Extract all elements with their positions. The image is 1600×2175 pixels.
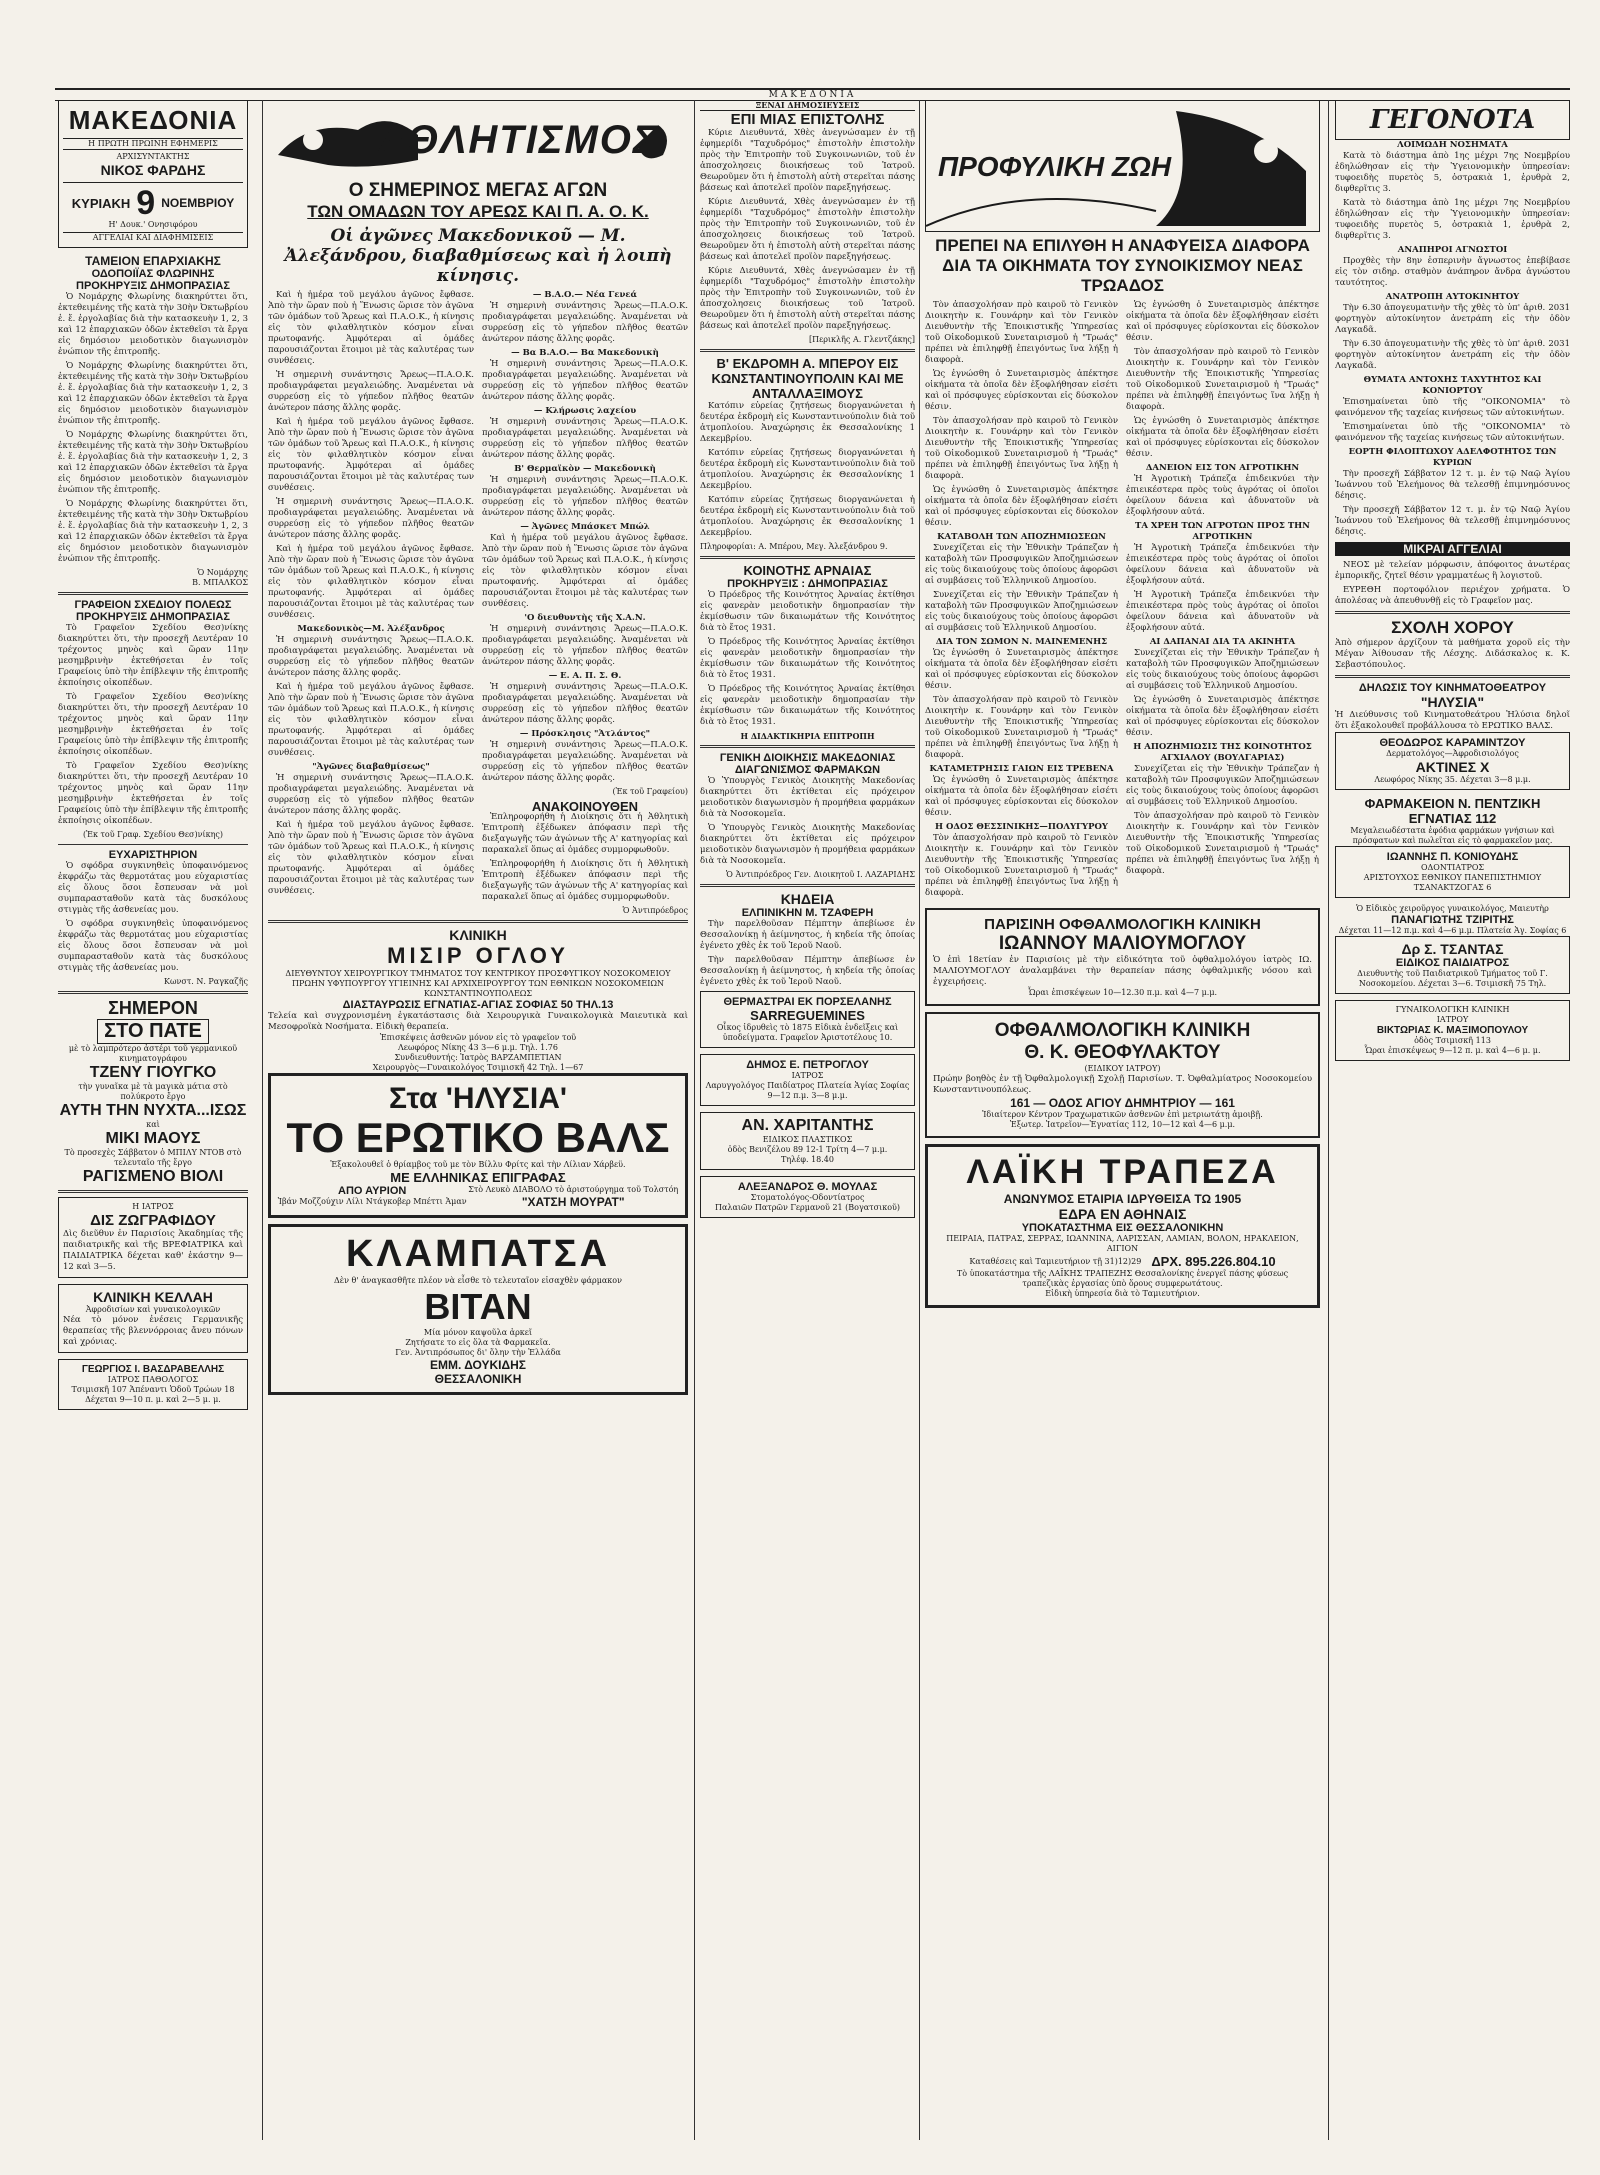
doctor2-name: ΓΕΩΡΓΙΟΣ Ι. ΒΑΣΔΡΑΒΕΛΛΗΣ [81, 1364, 225, 1375]
sports-subhead: Μακεδονικὸς—Μ. Ἀλέξανδρος [297, 624, 445, 634]
derm-name: ΘΕΟΔΩΡΟΣ ΚΑΡΑΜΙΝΤΖΟΥ [1379, 737, 1526, 749]
column-rule [694, 100, 695, 2140]
clinic-title: ΚΛΙΝΙΚΗ [449, 927, 507, 943]
sports-subhead: — Ε. Α. Π. Σ. Θ. [548, 671, 622, 681]
clinic-line3: ΔΙΑΣΤΑΥΡΩΣΙΣ ΕΓΝΑΤΙΑΣ-ΑΓΙΑΣ ΣΟΦΙΑΣ 50 ΤΗΛ.13 [342, 999, 614, 1011]
gov-body: Ὁ Ὑπουργὸς Γενικὸς Διοικητὴς Μακεδονίας διακηρύττει ὅτι ἐκτίθεται εἰς πρόχειρον μειοδοτικὸν διαγωνισμὸν ἡ προμήθεια φαρμάκων διὰ τὰ Νοσοκομεῖα. Ὁ Ὑπουργὸς Γενικὸς Διοικητὴς Μακεδονίας διακηρύττει ὅτι ἐκτίθεται εἰς πρόχειρον μειοδοτικὸν διαγωνισμὸν ἡ προμήθεια φαρμάκων διὰ τὰ Νοσοκομεῖα. [700, 776, 915, 866]
cinema-film: ΤΟ ΕΡΩΤΙΚΟ ΒΑΛΣ [286, 1114, 670, 1161]
dentist-title: ΔΗΜΟΣ Ε. ΠΕΤΡΟΓΛΟΥ [746, 1059, 869, 1071]
funeral-title: ΚΗΔΕΙΑ [780, 891, 835, 907]
gov-head: ΔΙΑΓΩΝΙΣΜΟΣ ΦΑΡΜΑΚΩΝ [734, 764, 881, 776]
sports-subhead: — Κλήρωσις λαχείου [533, 406, 637, 416]
dentist-addr: ΤΣΑΝΑΚΤΖΟΓΑΣ 6 [1413, 883, 1492, 892]
small-ads-title: ΜΙΚΡΑΙ ΑΓΓΕΛΙΑΙ [1335, 542, 1570, 556]
event-heading: ΑΝΑΠΗΡΟΙ ΑΓΝΩΣΤΟΙ [1397, 245, 1508, 255]
notice-body: Ὁ Νομάρχης Φλωρίνης διακηρύττει ὅτι, ἐκτεθειμένης τῆς κατὰ τὴν 30ὴν Ὀκτωβρίου ἐ. ἔ. ἐργολαβίας διὰ τὴν κατασκευὴν 1, 2, 3 καὶ 12 ἐπαρχιακῶν ὁδῶν ἐκτεθεῖσι τὰ ἔργα εἰς δημόσιον μειοδοτικὸν διαγωνισμὸν ἐνώπιον τῆς ἐπιτροπῆς. Ὁ Νομάρχης Φλωρίνης διακηρύττει ὅτι, ἐκτεθειμένης τῆς κατὰ τὴν 30ὴν Ὀκτωβρίου ἐ. ἔ. ἐργολαβίας διὰ τὴν κατασκευὴν 1, 2, 3 καὶ 12 ἐπαρχιακῶν ὁδῶν ἐκτεθεῖσι τὰ ἔργα εἰς δημόσιον μειοδοτικὸν διαγωνισμὸν ἐνώπιον τῆς ἐπιτροπῆς. Ὁ Νομάρχης Φλωρίνης διακηρύττει ὅτι, ἐκτεθειμένης τῆς κατὰ τὴν 30ὴν Ὀκτωβρίου ἐ. ἔ. ἐργολαβίας διὰ τὴν κατασκευὴν 1, 2, 3 καὶ 12 ἐπαρχιακῶν ὁδῶν ἐκτεθεῖσι τὰ ἔργα εἰς δημόσιον μειοδοτικὸν διαγωνισμὸν ἐνώπιον τῆς ἐπιτροπῆς. Ὁ Νομάρχης Φλωρίνης διακηρύττει ὅτι, ἐκτεθειμένης τῆς κατὰ τὴν 30ὴν Ὀκτωβρίου ἐ. ἔ. ἐργολαβίας διὰ τὴν κατασκευὴν 1, 2, 3 καὶ 12 ἐπαρχιακῶν ὁδῶν ἐκτεθεῖσι τὰ ἔργα εἰς δημόσιον μειοδοτικὸν διαγωνισμὸν ἐνώπιον τῆς ἐπιτροπῆς. [58, 292, 248, 564]
announce-sign: Ὁ Ἀντιπρόεδρος [622, 906, 688, 915]
letter-sign: [Περικλῆς Α. Γλεντζάκης] [808, 335, 915, 344]
eye1-name: ΙΩΑΝΝΟΥ ΜΑΛΙΟΥΜΟΓΛΟΥ [998, 933, 1247, 954]
sports-subhead: "Ἀγῶνες διαβαθμίσεως" [312, 762, 430, 772]
sports-subhead: — Ἀγῶνες Μπάσκετ Μπώλ [520, 522, 650, 532]
cinema-elysia-ad [268, 1073, 688, 1218]
event-heading: ΕΟΡΤΗ ΦΙΛΟΠΤΩΧΟΥ ΑΔΕΛΦΟΤΗΤΟΣ ΤΩΝ ΚΥΡΙΩΝ [1348, 447, 1557, 468]
vitan-ad [268, 1224, 688, 1395]
ads-label: ΑΓΓΕΛΙΑΙ ΚΑΙ ΔΙΑΦΗΜΙΣΕΙΣ [63, 232, 243, 243]
small-ad: ΝΕΟΣ μὲ τελείαν μόρφωσιν, ἀπόφοιτος ἀνωτέρας ἐμπορικῆς, ζητεῖ θέσιν γραμματέως ἢ λογιστοῦ. ΕΥΡΕΘΗ πορτοφόλιον περιέχον χρήματα. Ὁ ἀπολέσας νὰ ἀπευθυνθῇ εἰς τὸ Γραφεῖον μας. [1335, 560, 1570, 606]
cinema-line1: μὲ τὸ λαμπρότερο ἀστέρι τοῦ γερμανικοῦ κινηματογράφου [68, 1044, 238, 1063]
refugee-banner [925, 100, 1320, 232]
pharm-title: ΚΛΑΜΠΑΤΣΑ [345, 1233, 611, 1275]
dance-body: Ἀπὸ σήμερον ἀρχίζουν τὰ μαθήματα χοροῦ εἰς τὴν Μέγαν Ἀίθουσαν τῆς Λέσχης. Διδάσκαλος κ. Κ. Σεβαστόπουλος. [1335, 638, 1570, 670]
notice-sign-name: Β. ΜΠΑΛΚΟΣ [192, 578, 248, 587]
date-day: ΚΥΡΙΑΚΗ [71, 195, 131, 211]
derm-xray: ΑΚΤΙΝΕΣ Χ [1415, 759, 1490, 775]
refugee-section-title: ΠΡΟΦΥΛΙΚΗ ΖΩΗ [938, 151, 1172, 182]
column-1 [58, 100, 248, 1416]
refugee-subhead: ΔΙΑ ΤΟΝ ΣΩΜΟΝ Ν. ΜΑΙΝΕΜΕΝΗΣ [935, 637, 1108, 647]
ped-body: Διευθυντὴς τοῦ Παιδιατρικοῦ Τμήματος τοῦ Γ. Νοσοκομείου. Δέχεται 3—6. Τσιμισκῆ 75 Τηλ. [1357, 969, 1548, 988]
pharm-line3: Ζητήσατε το εἰς ὅλα τὰ Φαρμακεῖα. [405, 1338, 551, 1347]
sports-col-b: — Β.Α.Ο.— Νέα Γενεά Ἡ σημερινὴ συνάντησις Ἄρεως—Π.Α.Ο.Κ. προδιαγράφεται μεγαλειώδης. Ἀναμένεται νὰ συρρεύσῃ εἰς τὸ γήπεδον πλῆθος θεατῶν ἀνώτερον πάσης ἄλλης φορᾶς. — Βα Β.Α.Ο.— Βα Μακεδονικὴ Ἡ σημερινὴ συνάντησις Ἄρεως—Π.Α.Ο.Κ. προδιαγράφεται μεγαλειώδης. Ἀναμένεται νὰ συρρεύσῃ εἰς τὸ γήπεδον πλῆθος θεατῶν ἀνώτερον πάσης ἄλλης φορᾶς. — Κλήρωσις λαχείου Ἡ σημερινὴ συνάντησις Ἄρεως—Π.Α.Ο.Κ. προδιαγράφεται μεγαλειώδης. Ἀναμένεται νὰ συρρεύσῃ εἰς τὸ γήπεδον πλῆθος θεατῶν ἀνώτερον πάσης ἄλλης φορᾶς. Β' Θερμαϊκὸν — Μακεδονικὴ Ἡ σημερινὴ συνάντησις Ἄρεως—Π.Α.Ο.Κ. προδιαγράφεται μεγαλειώδης. Ἀναμένεται νὰ συρρεύσῃ εἰς τὸ γήπεδον πλῆθος θεατῶν ἀνώτερον πάσης ἄλλης φορᾶς. — Ἀγῶνες Μπάσκετ Μπώλ Καὶ ἡ ἡμέρα τοῦ μεγάλου ἀγῶνος ἔφθασε. Ἀπὸ τὴν ὥραν ποὺ ἡ Ἕνωσις ὥρισε τὸν ἀγῶνα τῶν ὁμάδων τοῦ Ἄρεως καὶ Π.Α.Ο.Κ., ἡ κίνησις εἰς τὸν φιλαθλητικὸν κόσμον εἶναι πρωτοφανής. Ἀμφότεραι αἱ ὁμάδες παρουσιάζονται ἕτοιμοι μὲ τὰς καλυτέρας των συνθέσεις. 'Ο διευθυντὴς τῆς Χ.Α.Ν. Ἡ σημερινὴ συνάντησις Ἄρεως—Π.Α.Ο.Κ. προδιαγράφεται μεγαλειώδης. Ἀναμένεται νὰ συρρεύσῃ εἰς τὸ γήπεδον πλῆθος θεατῶν ἀνώτερον πάσης ἄλλης φορᾶς. — Ε. Α. Π. Σ. Θ. Ἡ σημερινὴ συνάντησις Ἄρεως—Π.Α.Ο.Κ. προδιαγράφεται μεγαλειώδης. Ἀναμένεται νὰ συρρεύσῃ εἰς τὸ γήπεδον πλῆθος θεατῶν ἀνώτερον πάσης ἄλλης φορᾶς. — Πρόσκλησις "Ἀτλάντος" Ἡ σημερινὴ συνάντησις Ἄρεως—Π.Α.Ο.Κ. προδιαγράφεται μεγαλειώδης. Ἀναμένεται νὰ συρρεύσῃ εἰς τὸ γήπεδον πλῆθος θεατῶν ἀνώτερον πάσης ἄλλης φορᾶς. (Ἐκ τοῦ Γραφείου) ΑΝΑΚΟΙΝΟΥΘΕΝ Ἐπληροφορήθη ἡ Διοίκησις ὅτι ἡ Ἀθλητικὴ Ἐπιτροπὴ ἐξέδωκεν ἀπόφασιν περὶ τῆς διεξαγωγῆς τῶν ἀγώνων τῆς Α' κατηγορίας καὶ παρακαλεῖ ὅπως αἱ ὁμάδες συμμορφωθοῦν. Ἐπληροφορήθη ἡ Διοίκησις ὅτι ἡ Ἀθλητικὴ Ἐπιτροπὴ ἐξέδωκεν ἀπόφασιν περὶ τῆς διεξαγωγῆς τῶν ἀγώνων τῆς Α' κατηγορίας καὶ παρακαλεῖ ὅπως αἱ ὁμάδες συμμορφωθοῦν. Ὁ Ἀντιπρόεδρος [482, 290, 688, 915]
cinema-today: ΣΗΜΕΡΟΝ [108, 998, 198, 1018]
pharmacy-ad [1335, 796, 1570, 846]
refugee-subhead: ΤΑ ΧΡΕΗ ΤΩΝ ΑΓΡΟΤΩΝ ΠΡΟΣ ΤΗΝ ΑΓΡΟΤΙΚΗΝ [1135, 521, 1310, 542]
bank-branch: ΥΠΟΚΑΤΑΣΤΗΜΑ ΕΙΣ ΘΕΣΣΑΛΟΝΙΚΗΝ [1021, 1222, 1224, 1234]
cinema-venue: Στα 'ΗΛΥΣΙΑ' [388, 1082, 568, 1115]
ped-ad [1335, 936, 1570, 994]
street-line: Η' Δουκ.' Ονησιφόρου [108, 220, 198, 229]
doctor2-addr: Τσιμισκῆ 107 Ἀπέναντι Ὁδοῦ Τρώων 18 [71, 1385, 235, 1394]
derm-ad [1335, 732, 1570, 790]
cinema-line4: Τὸ προσεχὲς Σάββατον ὁ ΜΠΙΛΥ ΝΤΟΒ στὸ τελευταῖο τῆς ἔργο [64, 1148, 242, 1167]
masthead-title: ΜΑΚΕΔΟΝΙΑ [68, 105, 238, 135]
masthead-strip-text: ΜΑΚΕΔΟΝΙΑ [768, 90, 857, 100]
cinema-subs: ΜΕ ΕΛΛΗΝΙΚΑΣ ΕΠΙΓΡΑΦΑΣ [390, 1170, 566, 1185]
letter-title: ΕΠΙ ΜΙΑΣ ΕΠΙΣΤΟΛΗΣ [730, 111, 885, 128]
gyn-ad [1335, 904, 1570, 936]
bank-name: ΛΑΪΚΗ ΤΡΑΠΕΖΑ [966, 1153, 1279, 1191]
clinic-name: ΚΛΙΝΙΚΗ ΚΕΛΛΑΗ [93, 1289, 213, 1305]
letter-body: Κύριε Διευθυντά, Χθὲς ἀνεγνώσαμεν ἐν τῇ ἐφημερίδι "Ταχυδρόμος" ἐπιστολὴν ἐπιστολὴν πρὸς τὴν Ἐπιτροπὴν τοῦ Συγκοινωνιῶν, τοῦ ἐν ἀποσχολησεις διοικήσεως τοῦ Ἱατροῦ. Θεωροῦμεν ὅτι ἡ ἐπιστολὴ αὐτὴ στερεῖται πάσης βάσεως καὶ ἀποτελεῖ προϊὸν παρεξηγήσεως. Κύριε Διευθυντά, Χθὲς ἀνεγνώσαμεν ἐν τῇ ἐφημερίδι "Ταχυδρόμος" ἐπιστολὴν ἐπιστολὴν πρὸς τὴν Ἐπιτροπὴν τοῦ Συγκοινωνιῶν, τοῦ ἐν ἀποσχολησεις διοικήσεως τοῦ Ἱατροῦ. Θεωροῦμεν ὅτι ἡ ἐπιστολὴ αὐτὴ στερεῖται πάσης βάσεως καὶ ἀποτελεῖ προϊὸν παρεξηγήσεως. Κύριε Διευθυντά, Χθὲς ἀνεγνώσαμεν ἐν τῇ ἐφημερίδι "Ταχυδρόμος" ἐπιστολὴν ἐπιστολὴν πρὸς τὴν Ἐπιτροπὴν τοῦ Συγκοινωνιῶν, τοῦ ἐν ἀποσχολησεις διοικήσεως τοῦ Ἱατροῦ. Θεωροῦμεν ὅτι ἡ ἐπιστολὴ αὐτὴ στερεῖται πάσης βάσεως καὶ ἀποτελεῖ προϊὸν παρεξηγήσεως. [700, 128, 915, 331]
cinema-other: Στὸ Λευκὸ ΔΙΑΒΟΛΟ τὸ ἀριστούργημα τοῦ Τολστόη [468, 1185, 679, 1194]
clinic-co2: Χειρουργὸς—Γυναικολόγος Τσιμισκῆ 42 Τηλ. 1—67 [372, 1063, 584, 1072]
cinema-line3: καὶ [146, 1120, 160, 1129]
council-sign: Η ΔΙΔΑΚΤΙΚΗΡΙΑ ΕΠΙΤΡΟΠΗ [740, 731, 875, 741]
refugee-col-a: Τὸν ἀπασχολήσαν πρὸ καιροῦ τὸ Γενικὸν Διοικητὴν κ. Γουνάρην καὶ τὸν Γενικὸν Διευθυντὴν τῆς Ἐποικιστικῆς Ὑπηρεσίας τοῦ Οἰκοδομικοῦ Συνεταιρισμοῦ ἡ "Τρωάς" πρέπει νὰ ἐπιληφθῇ ἐπειγόντως ἵνα λήξῃ ἡ διαφορὰ. Ὡς ἐγνώσθη ὁ Συνεταιρισμὸς ἀπέκτησε οἰκήματα τὰ ὁποῖα δὲν ἐξοφλήθησαν εἰσέτι καὶ οἱ πρόσφυγες εὑρίσκονται εἰς δύσκολον θέσιν. Τὸν ἀπασχολήσαν πρὸ καιροῦ τὸ Γενικὸν Διοικητὴν κ. Γουνάρην καὶ τὸν Γενικὸν Διευθυντὴν τῆς Ἐποικιστικῆς Ὑπηρεσίας τοῦ Οἰκοδομικοῦ Συνεταιρισμοῦ ἡ "Τρωάς" πρέπει νὰ ἐπιληφθῇ ἐπειγόντως ἵνα λήξῃ ἡ διαφορὰ. Ὡς ἐγνώσθη ὁ Συνεταιρισμὸς ἀπέκτησε οἰκήματα τὰ ὁποῖα δὲν ἐξοφλήθησαν εἰσέτι καὶ οἱ πρόσφυγες εὑρίσκονται εἰς δύσκολον θέσιν. ΚΑΤΑΒΟΛΗ ΤΩΝ ΑΠΟΖΗΜΙΩΣΕΩΝ Συνεχίζεται εἰς τὴν Ἐθνικὴν Τράπεζαν ἡ καταβολὴ τῶν Προσφυγικῶν Ἀποζημιώσεων εἰς τοὺς δικαιούχους τοὺς ὁποίους ἀφορῶσι αἱ συμβάσεις τοῦ Ἑλληνικοῦ Δημοσίου. Συνεχίζεται εἰς τὴν Ἐθνικὴν Τράπεζαν ἡ καταβολὴ τῶν Προσφυγικῶν Ἀποζημιώσεων εἰς τοὺς δικαιούχους τοὺς ὁποίους ἀφορῶσι αἱ συμβάσεις τοῦ Ἑλληνικοῦ Δημοσίου. ΔΙΑ ΤΟΝ ΣΩΜΟΝ Ν. ΜΑΙΝΕΜΕΝΗΣ Ὡς ἐγνώσθη ὁ Συνεταιρισμὸς ἀπέκτησε οἰκήματα τὰ ὁποῖα δὲν ἐξοφλήθησαν εἰσέτι καὶ οἱ πρόσφυγες εὑρίσκονται εἰς δύσκολον θέσιν. Τὸν ἀπασχολήσαν πρὸ καιροῦ τὸ Γενικὸν Διοικητὴν κ. Γουνάρην καὶ τὸν Γενικὸν Διευθυντὴν τῆς Ἐποικιστικῆς Ὑπηρεσίας τοῦ Οἰκοδομικοῦ Συνεταιρισμοῦ ἡ "Τρωάς" πρέπει νὰ ἐπιληφθῇ ἐπειγόντως ἵνα λήξῃ ἡ διαφορὰ. ΚΑΤΑΜΕΤΡΗΣΙΣ ΓΑΙΩΝ ΕΙΣ ΤΡΕΒΕΝΑ Ὡς ἐγνώσθη ὁ Συνεταιρισμὸς ἀπέκτησε οἰκήματα τὰ ὁποῖα δὲν ἐξοφλήθησαν εἰσέτι καὶ οἱ πρόσφυγες εὑρίσκονται εἰς δύσκολον θέσιν. Η ΟΔΟΣ ΘΕΣΣΙΝΙΚΗΣ—ΠΟΛΥΓΥΡΟΥ Τὸν ἀπασχολήσαν πρὸ καιροῦ τὸ Γενικὸν Διοικητὴν κ. Γουνάρην καὶ τὸν Γενικὸν Διευθυντὴν τῆς Ἐποικιστικῆς Ὑπηρεσίας τοῦ Οἰκοδομικοῦ Συνεταιρισμοῦ ἡ "Τρωάς" πρέπει νὰ ἐπιληφθῇ ἐπειγόντως ἵνα λήξῃ ἡ διαφορὰ. [925, 300, 1118, 898]
notice-head: ΠΡΟΚΗΡΥΞΙΣ ΔΗΜΟΠΡΑΣΙΑΣ [76, 280, 230, 292]
trip-body: Κατόπιν εὐρείας ζητήσεως διοργανώνεται ἡ δευτέρα ἐκδρομὴ εἰς Κωνσταντινούπολιν διὰ τοῦ ἀτμοπλοίου. Ἀναχώρησις ἐκ Θεσσαλονίκης 1 Δεκεμβρίου. Κατόπιν εὐρείας ζητήσεως διοργανώνεται ἡ δευτέρα ἐκδρομὴ εἰς Κωνσταντινούπολιν διὰ τοῦ ἀτμοπλοίου. Ἀναχώρησις ἐκ Θεσσαλονίκης 1 Δεκεμβρίου. Κατόπιν εὐρείας ζητήσεως διοργανώνεται ἡ δευτέρα ἐκδρομὴ εἰς Κωνσταντινούπολιν διὰ τοῦ ἀτμοπλοίου. Ἀναχώρησις ἐκ Θεσσαλονίκης 1 Δεκεμβρίου. [700, 401, 915, 538]
doctor1-label: Η ΙΑΤΡΟΣ [132, 1202, 174, 1211]
refugee-subhead: ΚΑΤΑΜΕΤΡΗΣΙΣ ΓΑΙΩΝ ΕΙΣ ΤΡΕΒΕΝΑ [929, 764, 1114, 774]
doctor2-hours: Δέχεται 9—10 π. μ. καὶ 2—5 μ. μ. [85, 1395, 221, 1404]
dentist-name: ΙΩΑΝΝΗΣ Π. ΚΟΝΙΟΥΔΗΣ [1386, 851, 1519, 863]
sports-source: (Ἐκ τοῦ Γραφείου) [612, 787, 688, 796]
announce-title: ΑΝΑΚΟΙΝΟΥΘΕΝ [531, 799, 639, 814]
director-label: ΑΡΧΙΣΥΝΤΑΚΤΗΣ [116, 152, 190, 161]
eye1-title: ΠΑΡΙΣΙΝΗ ΟΦΘΑΛΜΟΛΟΓΙΚΗ ΚΛΙΝΙΚΗ [984, 916, 1261, 933]
cinema-mickey: ΜΙΚΙ ΜΑΟΥΣ [105, 1130, 201, 1147]
cinema-other2: "ΧΑΤΣΗ ΜΟΥΡΑΤ" [521, 1195, 625, 1209]
notice-tameion [58, 254, 248, 588]
eye2-hours: Ἐξωτερ. Ἰατρεῖον—Ἐγνατίας 112, 10—12 καὶ 4—6 μ.μ. [1009, 1120, 1236, 1129]
stove-body: Οἶκος ἱδρυθεὶς τὸ 1875 Εἰδικὰ ἐνδεῖξεις καὶ ὑποδείγματα. Γραφεῖον Ἀριστοτέλους 10. [716, 1023, 899, 1042]
pharm-name: ΒΙΤΑΝ [424, 1286, 532, 1327]
trip-addr: Πληροφορίαι: Α. Μπέρου, Μεγ. Ἀλεξάνδρου 9. [700, 542, 888, 551]
dentist2-title: Στοματολόγος-Οδοντίατρος [750, 1193, 865, 1202]
bank-sub: ΑΝΩΝΥΜΟΣ ΕΤΑΙΡΙΑ ΙΔΡΥΘΕΙΣΑ ΤΩ 1905 [1003, 1192, 1242, 1206]
plastic-name: ΑΝ. ΧΑΡΙΤΑΝΤΗΣ [741, 1117, 874, 1134]
notice2-body: Τὸ Γραφεῖον Σχεδίου Θεσ)νίκης διακηρύττει ὅτι, τὴν προσεχῆ Δευτέραν 10 τρέχοντος μηνὸς καὶ ὥραν 11ην μεσημβρινὴν ἐκτεθήσεται ἐν τοῖς Γραφείοις ὑπὸ τὴν ἐπίβλεψιν τῆς ἐπιτροπῆς ἐκποίησις οἰκοπέδων. Τὸ Γραφεῖον Σχεδίου Θεσ)νίκης διακηρύττει ὅτι, τὴν προσεχῆ Δευτέραν 10 τρέχοντος μηνὸς καὶ ὥραν 11ην μεσημβρινὴν ἐκτεθήσεται ἐν τοῖς Γραφείοις ὑπὸ τὴν ἐπίβλεψιν τῆς ἐπιτροπῆς ἐκποίησις οἰκοπέδων. Τὸ Γραφεῖον Σχεδίου Θεσ)νίκης διακηρύττει ὅτι, τὴν προσεχῆ Δευτέραν 10 τρέχοντος μηνὸς καὶ ὥραν 11ην μεσημβρινὴν ἐκτεθήσεται ἐν τοῖς Γραφείοις ὑπὸ τὴν ἐπίβλεψιν τῆς ἐπιτροπῆς ἐκποίησις οἰκοπέδων. [58, 623, 248, 826]
column-3 [700, 100, 915, 1224]
notice-sign: Ὁ Νομάρχης [197, 568, 248, 577]
laiki-bank-ad [925, 1144, 1320, 1308]
pharm-city: ΘΕΣΣΑΛΟΝΙΚΗ [434, 1372, 522, 1386]
bank-savings: Εἰδικὴ ὑπηρεσία διὰ τὸ Ταμιευτήριον. [1045, 1289, 1200, 1298]
refugee-subhead: ΚΑΤΑΒΟΛΗ ΤΩΝ ΑΠΟΖΗΜΙΩΣΕΩΝ [937, 532, 1106, 542]
cinema-pate-ad [58, 998, 248, 1186]
cinema-name: ΣΤΟ ΠΑΤΕ [97, 1019, 209, 1044]
sports-banner [268, 100, 688, 180]
bank-seat: ΕΔΡΑ ΕΝ ΑΘΗΝΑΙΣ [1058, 1206, 1187, 1222]
doctor1-body: Δὶς διεῦθυν ἐν Παρισίοις Ἀκαδημίας τῆς παιδιατρικῆς καὶ τῆς ΒΡΕΦΙΑΤΡΙΚΑ καὶ ΠΑΙΔΙΑΤΡΙΚΑ δέχεται καθ' ἑκάστην 9—12 καὶ 3—5. [63, 1229, 243, 1272]
gyn-clinic-ad [1335, 1000, 1570, 1061]
dentist2-ad [700, 1176, 915, 1218]
eye1-hours: Ὧραι ἐπισκέψεων 10—12.30 π.μ. καὶ 4—7 μ.μ. [1027, 988, 1218, 997]
cinema-decl-name: "ΗΛΥΣΙΑ" [1420, 694, 1485, 710]
sports-subhead: 'Ο διευθυντὴς τῆς Χ.Α.Ν. [524, 613, 646, 623]
cinema-line: Ἐξακολουθεῖ ὁ θρίαμβος τοῦ με τὸν Βίλλυ Φρίτς καὶ τὴν Λίλιαν Χάρβεϋ. [330, 1160, 626, 1169]
dentist-sub: ΙΑΤΡΟΣ [791, 1071, 824, 1080]
column-rule [919, 100, 920, 2140]
ped-title: ΕΙΔΙΚΟΣ ΠΑΙΔΙΑΤΡΟΣ [1395, 957, 1510, 969]
doctor1-name: ΔΙΣ ΖΩΓΡΑΦΙΔΟΥ [90, 1212, 216, 1229]
doctor-zografidou-ad [58, 1197, 248, 1278]
eye2-sub: (ΕΙΔΙΚΟΥ ΙΑΤΡΟΥ) [1084, 1064, 1161, 1073]
pharm-line4: Γεν. Ἀντιπρόσωπος δι' ὅλην τὴν Ἑλλάδα [395, 1348, 561, 1357]
stove-title: ΘΕΡΜΑΣΤΡΑΙ ΕΚ ΠΟΡΣΕΛΑΝΗΣ [723, 996, 892, 1008]
stove-ad [700, 991, 915, 1048]
thanks-body: Ὁ σφόδρα συγκινηθεὶς ὑποφαινόμενος ἐκφράζω τὰς θερμοτάτας μου εὐχαριστίας εἰς ὅλους ὅσοι ἔσπευσαν νὰ μοὶ συμπαρασταθοῦν κατὰ τὰς δυσκόλους στιγμὰς τῆς ἀσθενείας μου. Ὁ σφόδρα συγκινηθεὶς ὑποφαινόμενος ἐκφράζω τὰς θερμοτάτας μου εὐχαριστίας εἰς ὅλους ὅσοι ἔσπευσαν νὰ μοὶ συμπαρασταθοῦν κατὰ τὰς δυσκόλους στιγμὰς τῆς ἀσθενείας μου. [58, 861, 248, 973]
pharm-line2: Μία μόνον καψοῦλα ἀρκεῖ [423, 1328, 533, 1337]
clinic-line2: ΠΡΩΗΝ ΥΦΥΠΟΥΡΓΟΥ ΥΓΙΕΙΝΗΣ ΚΑΙ ΑΡΧΙΧΕΙΡΟΥΡΓΟΥ ΤΩΝ ΕΘΝΙΚΩΝ ΝΟΣΟΚΟΜΕΙΩΝ ΚΩΝΣΤΑΝΤΙΝΟΥΠΟΛΕΩΣ [292, 979, 664, 998]
clinic-body: Νέα τὸ μόνον ἐνέσεις Γερμανικῆς θεραπείας τῆς βλεννόρροιας ἄνευ πόνων καὶ χρόνιας. [63, 1315, 243, 1347]
dance-title: ΣΧΟΛΗ ΧΟΡΟΥ [1391, 618, 1514, 637]
plastic-title: ΕΙΔΙΚΟΣ ΠΛΑΣΤΙΚΟΣ [762, 1135, 853, 1144]
sports-col-a: Καὶ ἡ ἡμέρα τοῦ μεγάλου ἀγῶνος ἔφθασε. Ἀπὸ τὴν ὥραν ποὺ ἡ Ἕνωσις ὥρισε τὸν ἀγῶνα τῶν ὁμάδων τοῦ Ἄρεως καὶ Π.Α.Ο.Κ., ἡ κίνησις εἰς τὸν φιλαθλητικὸν κόσμον εἶναι πρωτοφανής. Ἀμφότεραι αἱ ὁμάδες παρουσιάζονται ἕτοιμοι μὲ τὰς καλυτέρας των συνθέσεις. Ἡ σημερινὴ συνάντησις Ἄρεως—Π.Α.Ο.Κ. προδιαγράφεται μεγαλειώδης. Ἀναμένεται νὰ συρρεύσῃ εἰς τὸ γήπεδον πλῆθος θεατῶν ἀνώτερον πάσης ἄλλης φορᾶς. Καὶ ἡ ἡμέρα τοῦ μεγάλου ἀγῶνος ἔφθασε. Ἀπὸ τὴν ὥραν ποὺ ἡ Ἕνωσις ὥρισε τὸν ἀγῶνα τῶν ὁμάδων τοῦ Ἄρεως καὶ Π.Α.Ο.Κ., ἡ κίνησις εἰς τὸν φιλαθλητικὸν κόσμον εἶναι πρωτοφανής. Ἀμφότεραι αἱ ὁμάδες παρουσιάζονται ἕτοιμοι μὲ τὰς καλυτέρας των συνθέσεις. Ἡ σημερινὴ συνάντησις Ἄρεως—Π.Α.Ο.Κ. προδιαγράφεται μεγαλειώδης. Ἀναμένεται νὰ συρρεύσῃ εἰς τὸ γήπεδον πλῆθος θεατῶν ἀνώτερον πάσης ἄλλης φορᾶς. Καὶ ἡ ἡμέρα τοῦ μεγάλου ἀγῶνος ἔφθασε. Ἀπὸ τὴν ὥραν ποὺ ἡ Ἕνωσις ὥρισε τὸν ἀγῶνα τῶν ὁμάδων τοῦ Ἄρεως καὶ Π.Α.Ο.Κ., ἡ κίνησις εἰς τὸν φιλαθλητικὸν κόσμον εἶναι πρωτοφανής. Ἀμφότεραι αἱ ὁμάδες παρουσιάζονται ἕτοιμοι μὲ τὰς καλυτέρας των συνθέσεις. Μακεδονικὸς—Μ. Ἀλέξανδρος Ἡ σημερινὴ συνάντησις Ἄρεως—Π.Α.Ο.Κ. προδιαγράφεται μεγαλειώδης. Ἀναμένεται νὰ συρρεύσῃ εἰς τὸ γήπεδον πλῆθος θεατῶν ἀνώτερον πάσης ἄλλης φορᾶς. Καὶ ἡ ἡμέρα τοῦ μεγάλου ἀγῶνος ἔφθασε. Ἀπὸ τὴν ὥραν ποὺ ἡ Ἕνωσις ὥρισε τὸν ἀγῶνα τῶν ὁμάδων τοῦ Ἄρεως καὶ Π.Α.Ο.Κ., ἡ κίνησις εἰς τὸν φιλαθλητικὸν κόσμον εἶναι πρωτοφανής. Ἀμφότεραι αἱ ὁμάδες παρουσιάζονται ἕτοιμοι μὲ τὰς καλυτέρας των συνθέσεις. "Ἀγῶνες διαβαθμίσεως" Ἡ σημερινὴ συνάντησις Ἄρεως—Π.Α.Ο.Κ. προδιαγράφεται μεγαλειώδης. Ἀναμένεται νὰ συρρεύσῃ εἰς τὸ γήπεδον πλῆθος θεατῶν ἀνώτερον πάσης ἄλλης φορᾶς. Καὶ ἡ ἡμέρα τοῦ μεγάλου ἀγῶνος ἔφθασε. Ἀπὸ τὴν ὥραν ποὺ ἡ Ἕνωσις ὥρισε τὸν ἀγῶνα τῶν ὁμάδων τοῦ Ἄρεως καὶ Π.Α.Ο.Κ., ἡ κίνησις εἰς τὸν φιλαθλητικὸν κόσμον εἶναι πρωτοφανής. Ἀμφότεραι αἱ ὁμάδες παρουσιάζονται ἕτοιμοι μὲ τὰς καλυτέρας των συνθέσεις. [268, 290, 474, 896]
eye2-title: ΟΦΘΑΛΜΟΛΟΓΙΚΗ ΚΛΙΝΙΚΗ [994, 1020, 1251, 1041]
notice2-source: (Ἐκ τοῦ Γραφ. Σχεδίου Θεσ)νίκης) [83, 830, 223, 839]
dentist2-name: ΑΛΕΞΑΝΔΡΟΣ Θ. ΜΟΥΛΑΣ [737, 1181, 878, 1193]
clinic-body: Τελεία καὶ συγχρονισμένη ἐγκατάστασις διὰ Χειρουργικὰ Γυναικολογικὰ Μαιευτικὰ καὶ Μεσοφροϊκὰ Νοσήματα. Εἰδικὴ θεραπεία. [268, 1011, 688, 1032]
dentist-body: Λαρυγγολόγος Παιδίατρος Πλατεία Ἁγίας Σοφίας 9—12 π.μ. 3—8 μ.μ. [705, 1081, 910, 1100]
eye2-body: Πρώην βοηθὸς ἐν τῇ Ὀφθαλμολογικῇ Σχολῇ Παρισίων. Τ. Ὀφθαλμίατρος Νοσοκομείου Κωνσταντινουπόλεως. [933, 1074, 1312, 1095]
event-heading: ΑΝΑΤΡΟΠΗ ΑΥΤΟΚΙΝΗΤΟΥ [1385, 292, 1520, 302]
sports-subhead: — Πρόσκλησις "Ἀτλάντος" [519, 729, 651, 739]
cinema-line2: τὴν γυναῖκα μὲ τὰ μαγικὰ μάτια στὸ πολύκροτο ἔργο [78, 1082, 228, 1101]
gov-sign: Ὁ Ἀντιπρόεδρος Γεν. Διοικητοῦ Ι. ΛΑΖΑΡΙΔΗΣ [726, 870, 915, 879]
column-2 [268, 100, 688, 1401]
funeral-name: ΕΛΠΙΝΙΚΗΝ Μ. ΤΖΑΦΕΡΗ [741, 907, 874, 919]
notice2-head: ΠΡΟΚΗΡΥΞΙΣ ΔΗΜΟΠΡΑΣΙΑΣ [76, 611, 230, 623]
council-title: ΚΟΙΝΟΤΗΣ ΑΡΝΑΙΑΣ [743, 563, 872, 578]
date-month: ΝΟΕΜΒΡΙΟΥ [161, 196, 235, 210]
column-4 [925, 100, 1320, 1314]
bank-cities: ΠΕΙΡΑΙΑ, ΠΑΤΡΑΣ, ΣΕΡΡΑΣ, ΙΩΑΝΝΙΝΑ, ΛΑΡΙΣΣΑΝ, ΛΑΜΙΑΝ, ΒΟΛΟΝ, ΗΡΑΚΛΕΙΟΝ, ΑΙΓΙΟΝ [946, 1234, 1299, 1253]
clinic-name: ΜΙΣΙΡ ΟΓΛΟΥ [387, 943, 569, 968]
masthead-subtitle: Η ΠΡΩΤΗ ΠΡΩΪΝΗ ΕΦΗΜΕΡΙΣ [63, 138, 243, 150]
sun-icon [1254, 139, 1278, 163]
clinic-sub: Ἀφροδισίων καὶ γυναικολογικῶν [85, 1305, 221, 1314]
bank-amount: ΔΡΧ. 895.226.804.10 [1151, 1254, 1276, 1269]
plastic-addr: ὁδὸς Βενιζέλου 89 12-1 Τρίτη 4—7 μ.μ. [727, 1145, 888, 1154]
stove-brand: SARREGUEMINES [750, 1008, 865, 1023]
cinema-decl-body: Ἡ Διεύθυνσις τοῦ Κινηματοθεάτρου Ἠλύσια δηλοῖ ὅτι ἐξακολουθεῖ προβάλλουσα τὸ ΕΡΩΤΙΚΟ ΒΑΛΣ. [1335, 710, 1570, 731]
events-title: ΓΕΓΟΝΟΤΑ [1335, 100, 1570, 140]
gyn2-addr: ὁδὸς Τσιμισκῆ 113 [1414, 1036, 1491, 1045]
refugee-col-b: Ὡς ἐγνώσθη ὁ Συνεταιρισμὸς ἀπέκτησε οἰκήματα τὰ ὁποῖα δὲν ἐξοφλήθησαν εἰσέτι καὶ οἱ πρόσφυγες εὑρίσκονται εἰς δύσκολον θέσιν. Τὸν ἀπασχολήσαν πρὸ καιροῦ τὸ Γενικὸν Διοικητὴν κ. Γουνάρην καὶ τὸν Γενικὸν Διευθυντὴν τῆς Ἐποικιστικῆς Ὑπηρεσίας τοῦ Οἰκοδομικοῦ Συνεταιρισμοῦ ἡ "Τρωάς" πρέπει νὰ ἐπιληφθῇ ἐπειγόντως ἵνα λήξῃ ἡ διαφορὰ. Ὡς ἐγνώσθη ὁ Συνεταιρισμὸς ἀπέκτησε οἰκήματα τὰ ὁποῖα δὲν ἐξοφλήθησαν εἰσέτι καὶ οἱ πρόσφυγες εὑρίσκονται εἰς δύσκολον θέσιν. ΔΑΝΕΙΟΝ ΕΙΣ ΤΟΝ ΑΓΡΟΤΙΚΗΝ Ἡ Ἀγροτικὴ Τράπεζα ἐπιδεικνύει τὴν ἐπιεικέστερα πρὸς τοὺς ἀγρότας οἱ ὁποῖοι ὀφείλουν δάνεια καὶ ἀδυνατοῦν νὰ ἐξοφλήσουν αὐτά. ΤΑ ΧΡΕΗ ΤΩΝ ΑΓΡΟΤΩΝ ΠΡΟΣ ΤΗΝ ΑΓΡΟΤΙΚΗΝ Ἡ Ἀγροτικὴ Τράπεζα ἐπιδεικνύει τὴν ἐπιεικέστερα πρὸς τοὺς ἀγρότας οἱ ὁποῖοι ὀφείλουν δάνεια καὶ ἀδυνατοῦν νὰ ἐξοφλήσουν αὐτά. Ἡ Ἀγροτικὴ Τράπεζα ἐπιδεικνύει τὴν ἐπιεικέστερα πρὸς τοὺς ἀγρότας οἱ ὁποῖοι ὀφείλουν δάνεια καὶ ἀδυνατοῦν νὰ ἐξοφλήσουν αὐτά. ΑΙ ΔΑΠΑΝΑΙ ΔΙΑ ΤΑ ΑΚΙΝΗΤΑ Συνεχίζεται εἰς τὴν Ἐθνικὴν Τράπεζαν ἡ καταβολὴ τῶν Προσφυγικῶν Ἀποζημιώσεων εἰς τοὺς δικαιούχους τοὺς ὁποίους ἀφορῶσι αἱ συμβάσεις τοῦ Ἑλληνικοῦ Δημοσίου. Ὡς ἐγνώσθη ὁ Συνεταιρισμὸς ἀπέκτησε οἰκήματα τὰ ὁποῖα δὲν ἐξοφλήθησαν εἰσέτι καὶ οἱ πρόσφυγες εὑρίσκονται εἰς δύσκολον θέσιν. Η ΑΠΟΖΗΜΙΩΣΙΣ ΤΗΣ ΚΟΙΝΟΤΗΤΟΣ ΑΓΧΙΑΛΟΥ (ΒΟΥΛΓΑΡΙΑΣ) Συνεχίζεται εἰς τὴν Ἐθνικὴν Τράπεζαν ἡ καταβολὴ τῶν Προσφυγικῶν Ἀποζημιώσεων εἰς τοὺς δικαιούχους τοὺς ὁποίους ἀφορῶσι αἱ συμβάσεις τοῦ Ἑλληνικοῦ Δημοσίου. Τὸν ἀπασχολήσαν πρὸ καιροῦ τὸ Γενικὸν Διοικητὴν κ. Γουνάρην καὶ τὸν Γενικὸν Διευθυντὴν τῆς Ἐποικιστικῆς Ὑπηρεσίας τοῦ Οἰκοδομικοῦ Συνεταιρισμοῦ ἡ "Τρωάς" πρέπει νὰ ἐπιληφθῇ ἐπειγόντως ἵνα λήξῃ ἡ διαφορὰ. [1126, 300, 1319, 876]
notice-subtitle: ΟΔΟΠΟΙΪΑΣ ΦΛΩΡΙΝΗΣ [91, 268, 215, 280]
gov-title: ΓΕΝΙΚΗ ΔΙΟΙΚΗΣΙΣ ΜΑΚΕΔΟΝΙΑΣ [719, 752, 896, 764]
column-rule [262, 100, 263, 2140]
eye2-name: Θ. Κ. ΘΕΟΦΥΛΑΚΤΟΥ [1024, 1042, 1221, 1063]
thanks-notice [58, 849, 248, 987]
refugee-subhead: Η ΑΠΟΖΗΜΙΩΣΙΣ ΤΗΣ ΚΟΙΝΟΤΗΤΟΣ ΑΓΧΙΑΛΟΥ (ΒΟΥΛΓΑΡΙΑΣ) [1133, 742, 1312, 763]
refugee-subhead: ΔΑΝΕΙΟΝ ΕΙΣ ΤΟΝ ΑΓΡΟΤΙΚΗΝ [1145, 463, 1300, 473]
gyn2-hours: Ὧραι ἐπισκέψεως 9—12 π. μ. καὶ 4—6 μ. μ. [1364, 1046, 1541, 1055]
derm-addr: Λεωφόρος Νίκης 35. Δέχεται 3—8 μ.μ. [1374, 775, 1531, 784]
clinic-visits: Ἐπισκέψεις ἀσθενῶν μόνον εἰς τὸ γραφεῖον τοῦ [379, 1033, 577, 1042]
clinic-line1: ΔΙΕΥΘΥΝΤΟΥ ΧΕΙΡΟΥΡΓΙΚΟΥ ΤΜΗΜΑΤΟΣ ΤΟΥ ΚΕΝΤΡΙΚΟΥ ΠΡΟΣΦΥΓΙΚΟΥ ΝΟΣΟΚΟΜΕΙΟΥ [285, 969, 671, 978]
headline2: ΤΩΝ ΟΜΑΔΩΝ ΤΟΥ ΑΡΕΩΣ ΚΑΙ Π. Α. Ο. Κ. [307, 202, 649, 221]
bank-body: Τὸ ὑποκατάστημα τῆς ΛΑΪΚΗΣ ΤΡΑΠΕΖΗΣ Θεσσαλονίκης ἐνεργεῖ πάσης φύσεως τραπεζικὰς ἐργασίας ὑπὸ ὅρους συμφερωτάτους. [956, 1269, 1289, 1288]
sports-subhead: Β' Θερμαϊκὸν — Μακεδονικὴ [514, 464, 656, 474]
figure-silhouette-icon [1156, 111, 1306, 226]
event-heading: ΘΥΜΑΤΑ ΑΝΤΟΧΗΣ ΤΑΧΥΤΗΤΟΣ ΚΑΙ ΚΟΝΙΟΡΤΟΥ [1363, 375, 1542, 396]
column-5 [1335, 100, 1570, 1067]
sports-subhead: — Β.Α.Ο.— Νέα Γενεά [532, 290, 638, 300]
events-body: ΛΟΙΜΩΔΗ ΝΟΣΗΜΑΤΑ Κατὰ τὸ διάστημα ἀπὸ 1ης μέχρι 7ης Νοεμβρίου ἐδηλώθησαν εἰς τὴν Ὑγειονομικὴν ὑπηρεσίαν: τυφοειδὴς πυρετὸς 5, ὀστρακιὰ 1, ἐρυθρὰ 2, διφθερῖτις 3. Κατὰ τὸ διάστημα ἀπὸ 1ης μέχρι 7ης Νοεμβρίου ἐδηλώθησαν εἰς τὴν Ὑγειονομικὴν ὑπηρεσίαν: τυφοειδὴς πυρετὸς 5, ὀστρακιὰ 1, ἐρυθρὰ 2, διφθερῖτις 3. ΑΝΑΠΗΡΟΙ ΑΓΝΩΣΤΟΙ Προχθὲς τὴν 8ην ἐσπερινὴν ἄγνωστος ἐπεβίβασε εἰς τὸν σιδηρ. σταθμὸν ἀνάπηρον ἄνδρα ἀγνώστου ταυτότητος. ΑΝΑΤΡΟΠΗ ΑΥΤΟΚΙΝΗΤΟΥ Τὴν 6.30 ἀπογευματινὴν τῆς χθὲς τὸ ὑπ' ἀριθ. 2031 φορτηγὸν αὐτοκίνητον ἀνετράπη εἰς τὴν ὁδὸν Λαγκαδᾶ. Τὴν 6.30 ἀπογευματινὴν τῆς χθὲς τὸ ὑπ' ἀριθ. 2031 φορτηγὸν αὐτοκίνητον ἀνετράπη εἰς τὴν ὁδὸν Λαγκαδᾶ. ΘΥΜΑΤΑ ΑΝΤΟΧΗΣ ΤΑΧΥΤΗΤΟΣ ΚΑΙ ΚΟΝΙΟΡΤΟΥ Ἐπισημαίνεται ὑπὸ τῆς "ΟΙΚΟΝΟΜΙΑ" τὸ φαινόμενον τῆς ταχείας κινήσεως τῶν αὐτοκινήτων. Ἐπισημαίνεται ὑπὸ τῆς "ΟΙΚΟΝΟΜΙΑ" τὸ φαινόμενον τῆς ταχείας κινήσεως τῶν αὐτοκινήτων. ΕΟΡΤΗ ΦΙΛΟΠΤΩΧΟΥ ΑΔΕΛΦΟΤΗΤΟΣ ΤΩΝ ΚΥΡΙΩΝ Τὴν προσεχῆ Σάββατον 12 τ. μ. ἐν τῷ Ναῷ Ἁγίου Ἰωάννου τοῦ Ἐλεήμονος θὰ τελεσθῇ ἐπιμνημόσυνος δέησις. Τὴν προσεχῆ Σάββατον 12 τ. μ. ἐν τῷ Ναῷ Ἁγίου Ἰωάννου τοῦ Ἐλεήμονος θὰ τελεσθῇ ἐπιμνημόσυνος δέησις. [1335, 140, 1570, 537]
column-rule [1328, 100, 1329, 2140]
doctor2-title: ΙΑΤΡΟΣ ΠΑΘΟΛΟΓΟΣ [107, 1375, 199, 1384]
event-heading: ΛΟΙΜΩΔΗ ΝΟΣΗΜΑΤΑ [1397, 140, 1508, 150]
gyn2-name: ΒΙΚΤΩΡΙΑΣ Κ. ΜΑΞΙΜΟΠΟΥΛΟΥ [1376, 1025, 1529, 1036]
dentist-koniouidis-ad [1335, 846, 1570, 898]
ped-name: Δρ Σ. ΤΣΑΝΤΑΣ [1401, 941, 1504, 957]
eye2-line: Ἰδιαίτερον Κέντρον Τραχωματικῶν ἀσθενῶν ἐπὶ μετριωτάτῃ ἀμοιβῇ. [982, 1110, 1263, 1119]
pharm-agent: ΕΜΜ. ΔΟΥΚΙΔΗΣ [429, 1358, 527, 1372]
gyn-name: ΠΑΝΑΓΙΩΤΗΣ ΤΖΙΡΙΤΗΣ [1391, 914, 1514, 926]
refugee-headline: ΠΡΕΠΕΙ ΝΑ ΕΠΙΛΥΘΗ Η ΑΝΑΦΥΕΙΣΑ ΔΙΑΦΟΡΑ ΔΙΑ ΤΑ ΟΙΚΗΜΑΤΑ ΤΟΥ ΣΥΝΟΙΚΙΣΜΟΥ ΝΕΑΣ ΤΡΩΑΔΟΣ [935, 236, 1310, 295]
dentist2-addr: Παλαιῶν Πατρῶν Γερμανοῦ 21 (Βογατσικοῦ) [715, 1203, 900, 1212]
gyn2-sub: ΙΑΤΡΟΥ [1436, 1015, 1469, 1024]
dentist-title: ΟΔΟΝΤΙΑΤΡΟΣ [1420, 863, 1485, 872]
plastic-ad [700, 1112, 915, 1170]
deck: Οἱ ἀγῶνες Μακεδονικοῦ — Μ. Ἀλεξάνδρου, διαβαθμίσεως καὶ ἡ λοιπὴ κίνησις. [284, 226, 672, 286]
director-name: ΝΙΚΟΣ ΦΑΡΔΗΣ [100, 162, 206, 178]
eye2-addr: 161 — ΟΔΟΣ ΑΓΙΟΥ ΔΗΜΗΤΡΙΟΥ — 161 [1010, 1096, 1235, 1110]
dentist-ad [700, 1054, 915, 1106]
clinic-co: Συνδιευθυντής: Ἰατρὸς ΒΑΡΖΑΜΠΕΤΙΑΝ [394, 1053, 562, 1062]
pharm-addr: ΕΓΝΑΤΙΑΣ 112 [1408, 811, 1497, 826]
cinema-film: ΑΥΤΗ ΤΗΝ ΝΥΧΤΑ...ΙΣΩΣ [59, 1102, 247, 1119]
notice2-title: ΓΡΑΦΕΙΟΝ ΣΧΕΔΙΟΥ ΠΟΛΕΩΣ [74, 599, 232, 611]
dentist-sub: ΑΡΙΣΤΟΥΧΟΣ ΕΘΝΙΚΟΥ ΠΑΝΕΠΙΣΤΗΜΙΟΥ [1363, 873, 1542, 882]
plastic-tel: Τηλέφ. 18.40 [781, 1155, 834, 1164]
gyn-line: Ὁ Εἰδικὸς χειροῦργος γυναικολόγος, Μαιευτὴρ [1356, 904, 1549, 913]
gyn2-label: ΓΥΝΑΙΚΟΛΟΓΙΚΗ ΚΛΙΝΙΚΗ [1395, 1005, 1510, 1014]
cinema-star: ΤΖΕΝΥ ΓΙΟΥΓΚΟ [89, 1064, 217, 1081]
clinic-kellah-ad [58, 1284, 248, 1353]
council-head: ΠΡΟΚΗΡΥΞΙΣ : ΔΗΜΟΠΡΑΣΙΑΣ [727, 578, 888, 590]
thanks-title: ΕΥΧΑΡΙΣΤΗΡΙΟΝ [108, 849, 198, 861]
bank-deposits: Καταθέσεις καὶ Ταμιευτήριον τῇ 31)12)29 [969, 1256, 1142, 1266]
pharm-line: Δὲν θ' ἀναγκασθῆτε πλέον νὰ εἶσθε τὸ τελευταῖον εἰσαχθὲν φάρμακον [334, 1276, 622, 1285]
clinic-addr: Λεωφόρος Νίκης 43 3—6 μ.μ. Τηλ. 1.76 [398, 1043, 558, 1052]
headline1: Ο ΣΗΜΕΡΙΝΟΣ ΜΕΓΑΣ ΑΓΩΝ [348, 180, 608, 201]
pharm-body: Μεγαλειωδέστατα ἐφόδια φαρμάκων γνήσιων καὶ πρόσφατων καὶ πωλεῖται εἰς τὸ φαρμακεῖον μας. [1350, 826, 1555, 845]
eye-clinic-paris-ad [925, 908, 1320, 1006]
derm-title: Δερματολόγος—Ἀφροδισιολόγος [1386, 749, 1519, 758]
sports-section-title: ΑΘΛΗΤΙΣΜΟΣ [378, 118, 659, 162]
gyn-hours: Δέχεται 11—12 π.μ. καὶ 4—6 μ.μ. Πλατεία Ἁγ. Σοφίας 6 [1338, 926, 1567, 935]
refugee-subhead: ΑΙ ΔΑΠΑΝΑΙ ΔΙΑ ΤΑ ΑΚΙΝΗΤΑ [1149, 637, 1296, 647]
pharm-name: ΦΑΡΜΑΚΕΙΟΝ Ν. ΠΕΝΤΖΙΚΗ [1364, 796, 1541, 811]
refugee-subhead: Η ΟΔΟΣ ΘΕΣΣΙΝΙΚΗΣ—ΠΟΛΥΓΥΡΟΥ [935, 822, 1108, 832]
cinema-from: ΑΠΟ ΑΥΡΙΟΝ [338, 1185, 407, 1197]
date-number: 9 [136, 184, 156, 222]
eye-clinic-theofylaktou-ad [925, 1012, 1320, 1138]
foreign-label: ΞΕΝΑΙ ΔΗΜΟΣΙΕΥΣΕΙΣ [700, 100, 915, 111]
notice-grafeion [58, 599, 248, 840]
masthead-box [58, 100, 248, 248]
clinic-misir-ad [268, 927, 688, 1073]
funeral-body: Τὴν παρελθοῦσαν Πέμπτην ἀπεβίωσε ἐν Θεσσαλονίκῃ ἡ ἀείμνηστος, ἡ κηδεία τῆς ὁποίας ἐγένετο χθὲς ἐκ τοῦ Ἱεροῦ Ναοῦ. Τὴν παρελθοῦσαν Πέμπτην ἀπεβίωσε ἐν Θεσσαλονίκῃ ἡ ἀείμνηστος, ἡ κηδεία τῆς ὁποίας ἐγένετο χθὲς ἐκ τοῦ Ἱεροῦ Ναοῦ. [700, 919, 915, 987]
trip-title: Β' ΕΚΔΡΟΜΗ Α. ΜΠΕΡΟΥ ΕΙΣ ΚΩΝΣΤΑΝΤΙΝΟΥΠΟΛΙΝ ΚΑΙ ΜΕ ΑΝΤΑΛΛΑΞΙΜΟΥΣ [711, 356, 904, 401]
eye1-body: Ὁ ἐπὶ 18ετίαν ἐν Παρισίοις μὲ τὴν εἰδικότητα τοῦ ὀφθαλμολόγου ἰατρὸς ΙΩ. ΜΑΛΙΟΥΜΟΓΛΟΥ ἀναλαμβάνει τὴν θεραπείαν πάσης ὀφθαλμικῆς νόσου καὶ ἐγχειρήσεις. [933, 955, 1312, 987]
cinema-cast: Ἰβάν Μοζζούχιν Λίλι Ντάγκοβερ Μπέττι Ἀμαν [277, 1197, 467, 1206]
notice-title: ΤΑΜΕΙΟΝ ΕΠΑΡΧΙΑΚΗΣ [85, 254, 221, 268]
cinema-decl-title: ΔΗΛΩΣΙΣ ΤΟΥ ΚΙΝΗΜΑΤΟΘΕΑΤΡΟΥ [1358, 682, 1547, 694]
cinema-film2: ΡΑΓΙΣΜΕΝΟ ΒΙΟΛΙ [82, 1168, 224, 1185]
sports-subhead: — Βα Β.Α.Ο.— Βα Μακεδονικὴ [511, 348, 659, 358]
thanks-sign: Κωνστ. Ν. Ραγκαζῆς [164, 977, 248, 986]
council-body: Ὁ Πρόεδρος τῆς Κοινότητος Ἀρναίας ἐκτίθησι εἰς φανερὰν μειοδοτικὴν δημοπρασίαν τὴν ἐκμίσθωσιν τῶν δικαιωμάτων τῆς Κοινότητος διὰ τὸ ἔτος 1931. Ὁ Πρόεδρος τῆς Κοινότητος Ἀρναίας ἐκτίθησι εἰς φανερὰν μειοδοτικὴν δημοπρασίαν τὴν ἐκμίσθωσιν τῶν δικαιωμάτων τῆς Κοινότητος διὰ τὸ ἔτος 1931. Ὁ Πρόεδρος τῆς Κοινότητος Ἀρναίας ἐκτίθησι εἰς φανερὰν μειοδοτικὴν δημοπρασίαν τὴν ἐκμίσθωσιν τῶν δικαιωμάτων τῆς Κοινότητος διὰ τὸ ἔτος 1931. [700, 590, 915, 727]
doctor-vasdravellis-ad [58, 1359, 248, 1410]
